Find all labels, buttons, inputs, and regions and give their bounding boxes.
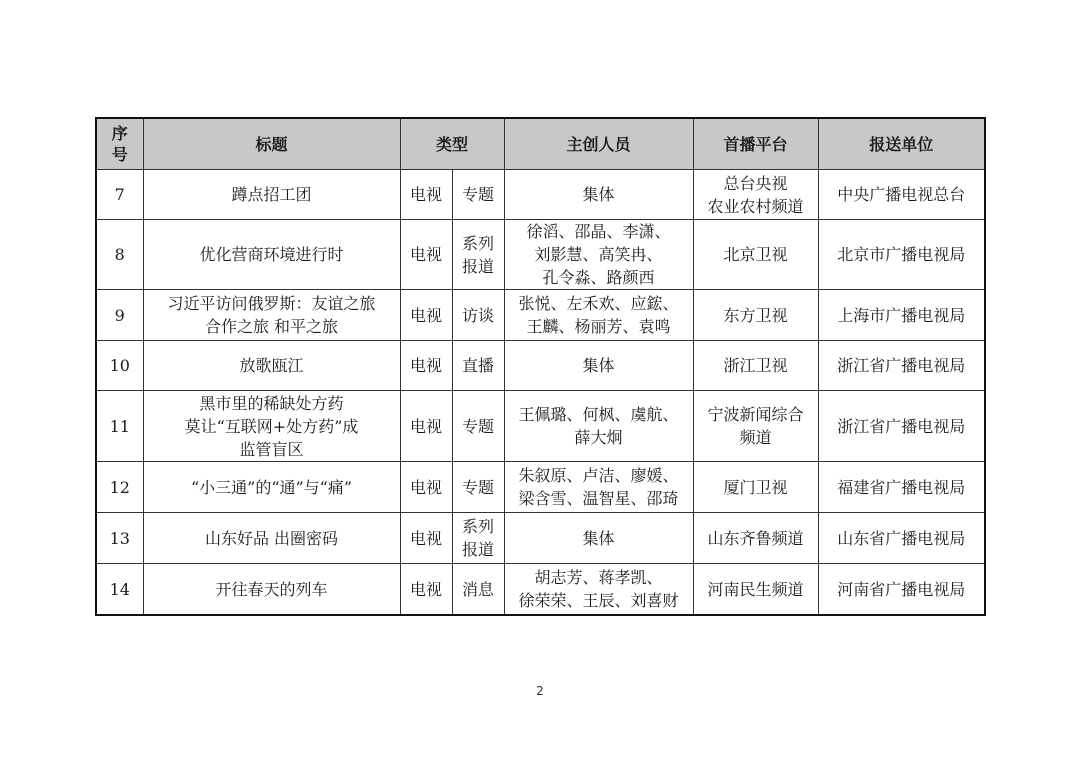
row-people: 胡志芳、蒋孝凯、 徐荣荣、王辰、刘喜财 bbox=[504, 564, 693, 616]
row-title: 放歌瓯江 bbox=[143, 341, 400, 391]
row-people: 集体 bbox=[504, 170, 693, 220]
row-genre: 专题 bbox=[452, 462, 504, 513]
row-title: 蹲点招工团 bbox=[143, 170, 400, 220]
row-medium: 电视 bbox=[400, 290, 452, 341]
row-medium: 电视 bbox=[400, 220, 452, 290]
program-list-table bbox=[95, 117, 986, 616]
row-people: 张悦、左禾欢、应鋐、 王麟、杨丽芳、袁鸣 bbox=[504, 290, 693, 341]
row-medium: 电视 bbox=[400, 341, 452, 391]
header-platform: 首播平台 bbox=[693, 118, 818, 170]
header-type: 类型 bbox=[400, 118, 504, 170]
row-unit: 浙江省广播电视局 bbox=[818, 391, 985, 462]
table-row bbox=[96, 220, 985, 290]
row-platform: 总台央视 农业农村频道 bbox=[693, 170, 818, 220]
table-row bbox=[96, 170, 985, 220]
table-header-row bbox=[96, 118, 985, 170]
row-platform: 宁波新闻综合 频道 bbox=[693, 391, 818, 462]
row-people: 徐滔、邵晶、李潇、 刘影慧、高笑冉、 孔令淼、路颜西 bbox=[504, 220, 693, 290]
page-number: 2 bbox=[536, 684, 544, 698]
row-title: 黑市里的稀缺处方药 莫让“互联网+处方药”成 监管盲区 bbox=[143, 391, 400, 462]
row-genre: 直播 bbox=[452, 341, 504, 391]
row-unit: 河南省广播电视局 bbox=[818, 564, 985, 616]
row-genre: 专题 bbox=[452, 170, 504, 220]
table-row bbox=[96, 341, 985, 391]
row-genre: 访谈 bbox=[452, 290, 504, 341]
row-platform: 山东齐鲁频道 bbox=[693, 513, 818, 564]
row-title: 山东好品 出圈密码 bbox=[143, 513, 400, 564]
row-no: 7 bbox=[96, 170, 143, 220]
row-people: 集体 bbox=[504, 341, 693, 391]
row-no: 9 bbox=[96, 290, 143, 341]
row-genre: 系列 报道 bbox=[452, 220, 504, 290]
row-unit: 福建省广播电视局 bbox=[818, 462, 985, 513]
table-row bbox=[96, 462, 985, 513]
row-title: 优化营商环境进行时 bbox=[143, 220, 400, 290]
row-title: 习近平访问俄罗斯：友谊之旅 合作之旅 和平之旅 bbox=[143, 290, 400, 341]
table-row bbox=[96, 391, 985, 462]
row-platform: 河南民生频道 bbox=[693, 564, 818, 616]
row-medium: 电视 bbox=[400, 564, 452, 616]
row-no: 14 bbox=[96, 564, 143, 616]
row-genre: 系列 报道 bbox=[452, 513, 504, 564]
row-platform: 东方卫视 bbox=[693, 290, 818, 341]
row-no: 12 bbox=[96, 462, 143, 513]
table-row bbox=[96, 564, 985, 616]
row-unit: 中央广播电视总台 bbox=[818, 170, 985, 220]
header-unit: 报送单位 bbox=[818, 118, 985, 170]
row-medium: 电视 bbox=[400, 462, 452, 513]
row-medium: 电视 bbox=[400, 391, 452, 462]
row-title: 开往春天的列车 bbox=[143, 564, 400, 616]
row-no: 11 bbox=[96, 391, 143, 462]
row-no: 10 bbox=[96, 341, 143, 391]
row-platform: 北京卫视 bbox=[693, 220, 818, 290]
row-unit: 上海市广播电视局 bbox=[818, 290, 985, 341]
table-row bbox=[96, 513, 985, 564]
row-people: 王佩璐、何枫、虞航、 薛大炯 bbox=[504, 391, 693, 462]
row-unit: 山东省广播电视局 bbox=[818, 513, 985, 564]
row-people: 集体 bbox=[504, 513, 693, 564]
header-no: 序 号 bbox=[96, 118, 143, 170]
row-genre: 消息 bbox=[452, 564, 504, 616]
row-title: “小三通”的“通”与“痛” bbox=[143, 462, 400, 513]
row-no: 8 bbox=[96, 220, 143, 290]
row-no: 13 bbox=[96, 513, 143, 564]
header-people: 主创人员 bbox=[504, 118, 693, 170]
row-unit: 北京市广播电视局 bbox=[818, 220, 985, 290]
row-genre: 专题 bbox=[452, 391, 504, 462]
row-unit: 浙江省广播电视局 bbox=[818, 341, 985, 391]
row-platform: 浙江卫视 bbox=[693, 341, 818, 391]
table-row bbox=[96, 290, 985, 341]
row-medium: 电视 bbox=[400, 513, 452, 564]
row-platform: 厦门卫视 bbox=[693, 462, 818, 513]
header-title: 标题 bbox=[143, 118, 400, 170]
row-people: 朱叙原、卢洁、廖媛、 梁含雪、温智星、邵琦 bbox=[504, 462, 693, 513]
row-medium: 电视 bbox=[400, 170, 452, 220]
